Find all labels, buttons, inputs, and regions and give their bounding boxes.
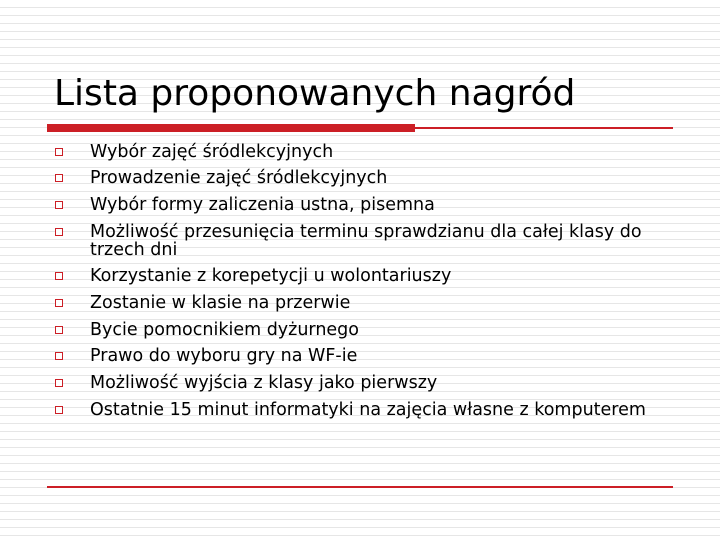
hollow-square-bullet-icon <box>55 352 63 360</box>
list-item-text: Prowadzenie zajęć śródlekcyjnych <box>90 168 388 189</box>
hollow-square-bullet-icon <box>55 148 63 156</box>
list-item-text: Zostanie w klasie na przerwie <box>90 292 351 313</box>
list-item-text: Prawo do wyboru gry na WF-ie <box>90 346 358 367</box>
list-item <box>50 319 650 340</box>
list-item-text: Wybór zajęć śródlekcyjnych <box>90 141 334 162</box>
hollow-square-bullet-icon <box>55 299 63 307</box>
list-item <box>50 141 650 162</box>
list-item-text: Bycie pomocnikiem dyżurnego <box>90 319 359 340</box>
list-item-text: Korzystanie z korepetycji u wolontariuszy <box>90 266 452 287</box>
hollow-square-bullet-icon <box>55 406 63 414</box>
bullet-list <box>50 141 650 426</box>
hollow-square-bullet-icon <box>55 201 63 209</box>
list-item-text: Możliwość przesunięcia terminu sprawdzianu dla całej klasy do trzech dni <box>90 221 642 260</box>
list-item-text: Ostatnie 15 minut informatyki na zajęcia własne z komputerem <box>90 399 646 420</box>
list-item <box>50 168 650 189</box>
title-underline-bar <box>47 124 415 132</box>
list-item-text: Możliwość wyjścia z klasy jako pierwszy <box>90 373 438 393</box>
list-item <box>50 346 650 367</box>
hollow-square-bullet-icon <box>55 326 63 334</box>
list-item <box>50 292 650 313</box>
hollow-square-bullet-icon <box>55 174 63 182</box>
title-underline-line <box>415 127 673 129</box>
list-item <box>50 373 650 394</box>
hollow-square-bullet-icon <box>55 379 63 387</box>
list-item <box>50 266 650 287</box>
list-item <box>50 194 650 215</box>
hollow-square-bullet-icon <box>55 228 63 236</box>
list-item <box>50 399 650 420</box>
list-item-text: Wybór formy zaliczenia ustna, pisemna <box>90 194 435 215</box>
hollow-square-bullet-icon <box>55 272 63 280</box>
list-item <box>50 221 650 260</box>
footer-rule <box>47 486 673 488</box>
slide-title: Lista proponowanych nagród <box>54 73 576 114</box>
